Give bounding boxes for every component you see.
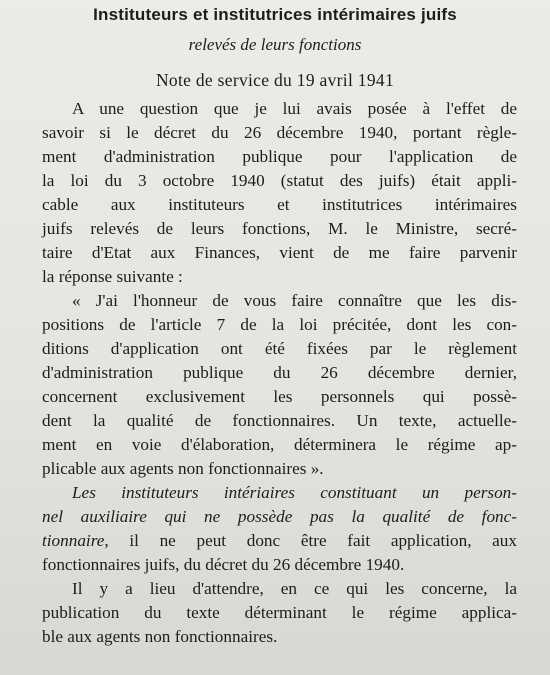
paragraph-line: publication du texte déterminant le régime applica- <box>42 603 517 622</box>
paragraph-line: cable aux instituteurs et institutrices intérimaires <box>42 195 517 214</box>
paragraph-line: la réponse suivante : <box>42 267 183 286</box>
paragraph-line: Il y a lieu d'attendre, en ce qui les concerne, la <box>72 579 517 598</box>
paragraph-line: nel auxiliaire qui ne possède pas la qualité de fonc- <box>42 507 517 526</box>
paragraph-line: ment en voie d'élaboration, déterminera le régime ap- <box>42 435 517 454</box>
paragraph-line: d'administration publique du 26 décembre dernier, <box>42 363 517 382</box>
paragraph-line: Les instituteurs intériaires constituant un person- <box>72 483 517 502</box>
paragraph-line: savoir si le décret du 26 décembre 1940, portant règle- <box>42 123 517 142</box>
paragraph-line: positions de l'article 7 de la loi précitée, dont les con- <box>42 315 517 334</box>
paragraph-line: juifs relevés de leurs fonctions, M. le Ministre, secré- <box>42 219 517 238</box>
paragraph-line: concernent exclusivement les personnels qui possè- <box>42 387 517 406</box>
paragraph-line: fonctionnaires juifs, du décret du 26 décembre 1940. <box>42 555 405 574</box>
italic-fragment: tionnaire <box>42 531 105 550</box>
paragraph-line: la loi du 3 octobre 1940 (statut des juifs) était appli- <box>42 171 517 190</box>
note-heading: Note de service du 19 avril 1941 <box>155 70 394 90</box>
paragraph-line: ble aux agents non fonctionnaires. <box>42 627 278 646</box>
paragraph-line: plicable aux agents non fonctionnaires ». <box>42 459 324 478</box>
paragraph-line: « J'ai l'honneur de vous faire connaître que les dis- <box>72 291 517 310</box>
paragraph-line: A une question que je lui avais posée à l'effet de <box>72 99 517 118</box>
paragraph-line: ment d'administration publique pour l'application de <box>42 147 517 166</box>
paragraph-line: dent la qualité de fonctionnaires. Un texte, actuelle- <box>42 411 517 430</box>
paragraph-line-mixed <box>42 530 517 552</box>
document-title: Instituteurs et institutrices intérimaires juifs <box>93 5 457 24</box>
roman-fragment: , il ne peut donc être fait application, aux <box>104 531 517 550</box>
paragraph-line: taire d'Etat aux Finances, vient de me faire parvenir <box>42 243 517 262</box>
document-subtitle: relevés de leurs fonctions <box>188 35 362 54</box>
paragraph-line: ditions d'application ont été fixées par le règlement <box>42 339 517 358</box>
